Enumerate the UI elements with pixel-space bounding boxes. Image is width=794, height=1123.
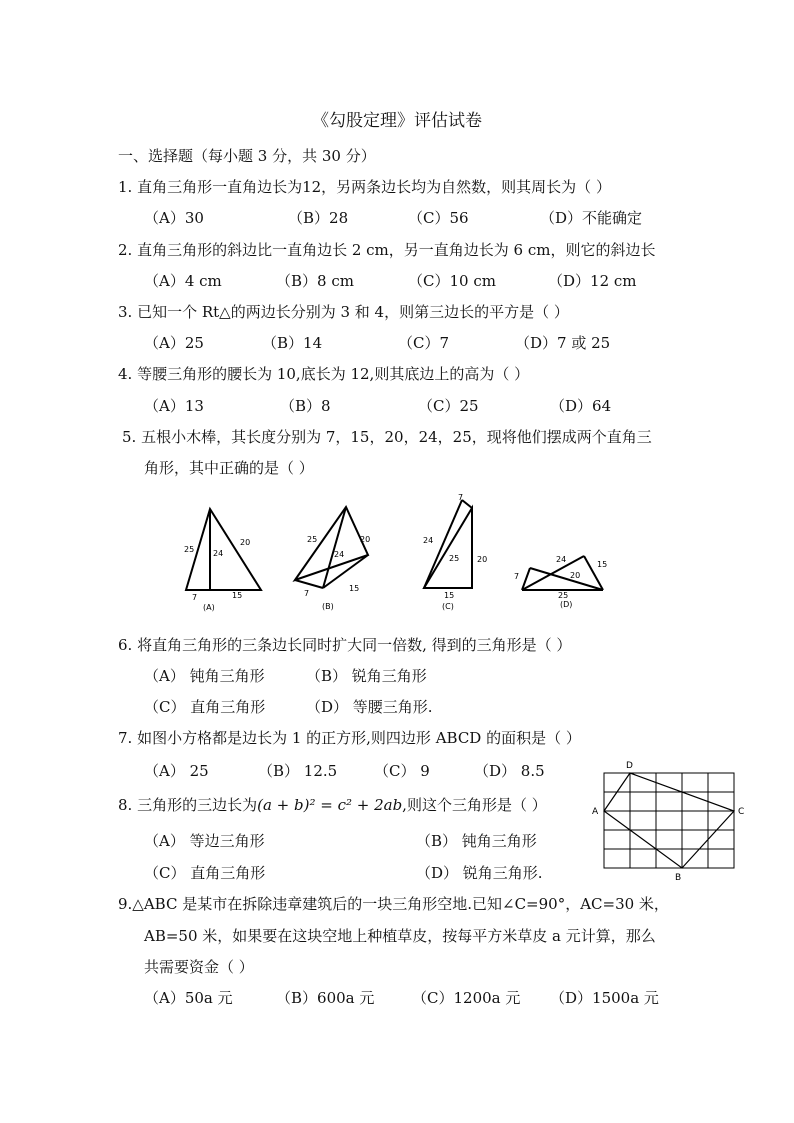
fig-b-num-15: 15 bbox=[349, 584, 360, 593]
q9-option-a[interactable]: （A）50a 元 bbox=[144, 989, 233, 1007]
fig-b-num-25: 25 bbox=[307, 535, 318, 544]
q4-option-d[interactable]: （D）64 bbox=[550, 397, 612, 415]
question-9-stem-cont1: AB=50 米，如果要在这块空地上种植草皮，按每平方米草皮 a 元计算，那么 bbox=[144, 927, 656, 945]
q4-option-c[interactable]: （C）25 bbox=[418, 397, 479, 415]
fig-d-num-24: 24 bbox=[556, 555, 567, 564]
fig-b-label: (B) bbox=[322, 602, 334, 611]
grid-label-a: A bbox=[592, 807, 599, 817]
q9-option-b[interactable]: （B）600a 元 bbox=[276, 989, 375, 1007]
q8-stem-post: ,则这个三角形是（ ） bbox=[402, 796, 547, 814]
q8-option-c[interactable]: （C） 直角三角形 bbox=[144, 864, 266, 882]
fig-d-num-20: 20 bbox=[570, 571, 581, 580]
question-2-stem: 2. 直角三角形的斜边比一直角边长 2 cm，另一直角边长为 6 cm，则它的斜边长 bbox=[118, 241, 656, 259]
grid-label-d: D bbox=[626, 761, 633, 771]
q7-option-a[interactable]: （A） 25 bbox=[144, 762, 209, 780]
q1-option-b[interactable]: （B）28 bbox=[288, 209, 349, 227]
grid-label-c: C bbox=[738, 807, 745, 817]
q4-option-a[interactable]: （A）13 bbox=[144, 397, 204, 415]
q7-option-c[interactable]: （C） 9 bbox=[374, 762, 430, 780]
q1-option-c[interactable]: （C）56 bbox=[408, 209, 469, 227]
fig-c-shape[interactable] bbox=[424, 508, 472, 588]
q6-option-a[interactable]: （A） 钝角三角形 bbox=[144, 667, 265, 685]
fig-d-num-15: 15 bbox=[597, 560, 608, 569]
fig-c-num-15: 15 bbox=[444, 591, 455, 600]
fig-d-num-25: 25 bbox=[558, 591, 569, 600]
grid-label-b: B bbox=[675, 873, 682, 883]
question-7-stem: 7. 如图小方格都是边长为 1 的正方形,则四边形 ABCD 的面积是（ ） bbox=[118, 729, 581, 747]
q9-option-d[interactable]: （D）1500a 元 bbox=[550, 989, 659, 1007]
q2-option-c[interactable]: （C）10 cm bbox=[408, 272, 496, 290]
fig-b-num-7: 7 bbox=[304, 589, 310, 598]
q5-figures bbox=[180, 492, 610, 617]
q3-option-a[interactable]: （A）25 bbox=[144, 334, 204, 352]
fig-a-num-25: 25 bbox=[184, 545, 195, 554]
q3-option-d[interactable]: （D）7 或 25 bbox=[515, 334, 611, 352]
q1-option-d[interactable]: （D）不能确定 bbox=[540, 209, 643, 227]
q3-option-c[interactable]: （C）7 bbox=[398, 334, 450, 352]
q8-option-b[interactable]: （B） 钝角三角形 bbox=[416, 832, 537, 850]
question-9-stem-cont2: 共需要资金（ ） bbox=[144, 958, 254, 976]
fig-a-num-7: 7 bbox=[192, 593, 198, 602]
q8-stem-pre: 8. 三角形的三边长为 bbox=[118, 796, 258, 814]
fig-c-num-7: 7 bbox=[458, 493, 464, 502]
fig-a-num-24: 24 bbox=[213, 549, 224, 558]
fig-a-triangle[interactable] bbox=[186, 509, 261, 590]
question-6-stem: 6. 将直角三角形的三条边长同时扩大同一倍数, 得到的三角形是（ ） bbox=[118, 636, 572, 654]
q3-option-b[interactable]: （B）14 bbox=[262, 334, 323, 352]
fig-c-label: (C) bbox=[442, 602, 454, 611]
q2-option-d[interactable]: （D）12 cm bbox=[548, 272, 637, 290]
q7-grid-figure bbox=[588, 756, 750, 884]
q9-option-c[interactable]: （C）1200a 元 bbox=[412, 989, 521, 1007]
question-1-stem: 1. 直角三角形一直角边长为12，另两条边长均为自然数，则其周长为（ ） bbox=[118, 178, 611, 196]
question-5-stem-cont: 角形，其中正确的是（ ） bbox=[144, 459, 314, 477]
q2-option-a[interactable]: （A）4 cm bbox=[144, 272, 222, 290]
section-heading: 一、选择题（每小题 3 分，共 30 分） bbox=[118, 147, 376, 165]
fig-a-num-15: 15 bbox=[232, 591, 243, 600]
fig-a-label: (A) bbox=[203, 603, 215, 612]
q8-option-d[interactable]: （D） 锐角三角形. bbox=[416, 864, 543, 882]
fig-c-num-20: 20 bbox=[477, 555, 488, 564]
fig-b-num-24: 24 bbox=[334, 550, 345, 559]
q6-option-b[interactable]: （B） 锐角三角形 bbox=[306, 667, 427, 685]
question-3-stem: 3. 已知一个 Rt△的两边长分别为 3 和 4，则第三边长的平方是（ ） bbox=[118, 303, 569, 321]
q8-option-a[interactable]: （A） 等边三角形 bbox=[144, 832, 265, 850]
q6-option-d[interactable]: （D） 等腰三角形. bbox=[306, 698, 433, 716]
page-title: 《勾股定理》评估试卷 bbox=[312, 111, 482, 131]
fig-c-num-25: 25 bbox=[449, 554, 460, 563]
q2-option-b[interactable]: （B）8 cm bbox=[276, 272, 354, 290]
question-5-stem: 5. 五根小木棒，其长度分别为 7，15，20，24，25，现将他们摆成两个直角三 bbox=[122, 428, 652, 446]
fig-b-num-20: 20 bbox=[360, 535, 371, 544]
fig-d-label: (D) bbox=[560, 600, 573, 609]
question-4-stem: 4. 等腰三角形的腰长为 10,底长为 12,则其底边上的高为（ ） bbox=[118, 365, 530, 383]
q6-option-c[interactable]: （C） 直角三角形 bbox=[144, 698, 266, 716]
question-8-stem bbox=[118, 794, 547, 815]
fig-d-num-7: 7 bbox=[514, 572, 520, 581]
q1-option-a[interactable]: （A）30 bbox=[144, 209, 204, 227]
q8-formula: (a + b)² = c² + 2ab bbox=[257, 796, 403, 814]
fig-c-num-24: 24 bbox=[423, 536, 434, 545]
q7-option-d[interactable]: （D） 8.5 bbox=[474, 762, 545, 780]
quadrilateral-abcd bbox=[604, 773, 734, 868]
q4-option-b[interactable]: （B）8 bbox=[280, 397, 331, 415]
fig-a-num-20: 20 bbox=[240, 538, 251, 547]
q7-option-b[interactable]: （B） 12.5 bbox=[258, 762, 338, 780]
question-9-stem: 9.△ABC 是某市在拆除违章建筑后的一块三角形空地.已知∠C=90°，AC=30 米， bbox=[118, 895, 669, 913]
fig-b-shape[interactable] bbox=[295, 507, 371, 580]
